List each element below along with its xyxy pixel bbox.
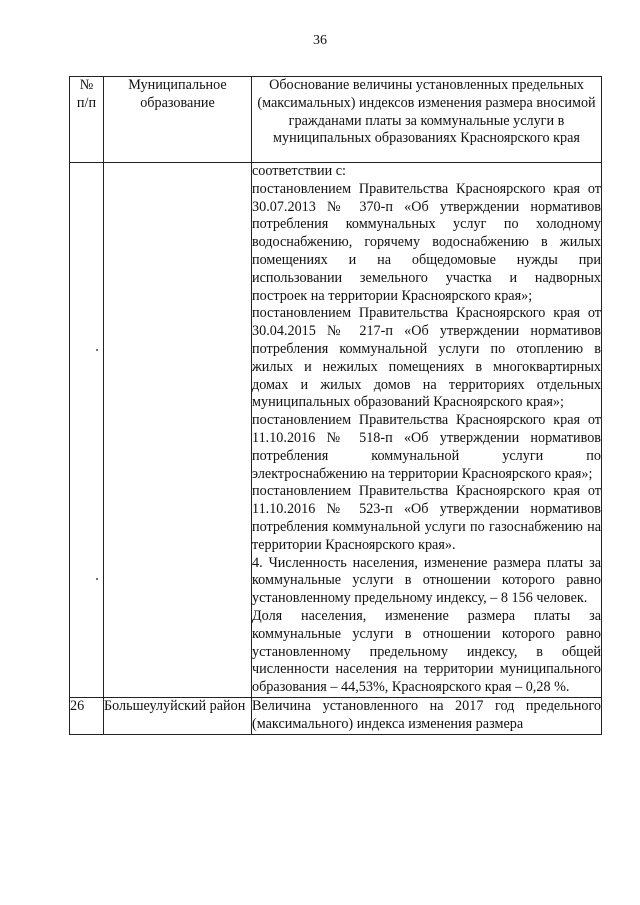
table-row-continuation (70, 163, 602, 698)
cell-number-empty (70, 163, 104, 698)
paragraph: Доля населения, изменение размера платы за коммунальные услуги в отношении которого равно установленному предельному индексу, в общей численности населения на территории муниципального образования – 44,53%, Красноярского края – 0,28 %. (252, 607, 601, 696)
header-rationale: Обоснование величины установленных предельных (максимальных) индексов изменения размера вносимой гражданами платы за коммунальные услуги в муниципальных образованиях Красноярского края (252, 77, 602, 163)
scan-speck (96, 349, 98, 351)
page-number: 36 (313, 33, 327, 48)
paragraph: постановлением Правительства Красноярского края от 11.10.2016 № 518-п «Об утверждении нормативов потребления коммунальной услуги по электроснабжению на территории Красноярского края»; (252, 412, 601, 482)
cell-rationale-continuation (252, 163, 602, 698)
paragraph: соответствии с: (252, 163, 346, 179)
table-header-row (70, 77, 602, 163)
row-number: 26 (70, 697, 104, 734)
paragraph: 4. Численность населения, изменение размера платы за коммунальные услуги в отношении которого равно установленному предельному индексу, – 8 156 человек. (252, 554, 601, 607)
paragraph: постановлением Правительства Красноярского края от 30.04.2015 № 217-п «Об утверждении нормативов потребления коммунальной услуги по отоплению в жилых и нежилых помещениях в многоквартирных домах и жилых домов на территориях отдельных муниципальных образований Красноярского края»; (252, 305, 601, 411)
header-number: № п/п (70, 77, 104, 163)
table-row-26 (70, 697, 602, 734)
paragraph: постановлением Правительства Красноярского края от 11.10.2016 № 523-п «Об утверждении нормативов потребления коммунальной услуги по газоснабжению на территории Красноярского края». (252, 483, 601, 553)
row-rationale-text: Величина установленного на 2017 год предельного (максимального) индекса изменения размера (252, 697, 602, 734)
row-municipality: Большеулуйский район (104, 697, 252, 734)
rationale-table (69, 76, 602, 735)
scan-speck (96, 578, 98, 580)
paragraph: постановлением Правительства Красноярского края от 30.07.2013 № 370-п «Об утверждении нормативов потребления коммунальных услуг по холодному водоснабжению, горячему водоснабжению в жилых помещениях и на общедомовые нужды при использовании земельного участка и надворных построек на территории Красноярского края»; (252, 180, 601, 304)
cell-municipality-empty (104, 163, 252, 698)
header-municipality: Муниципальное образование (104, 77, 252, 163)
